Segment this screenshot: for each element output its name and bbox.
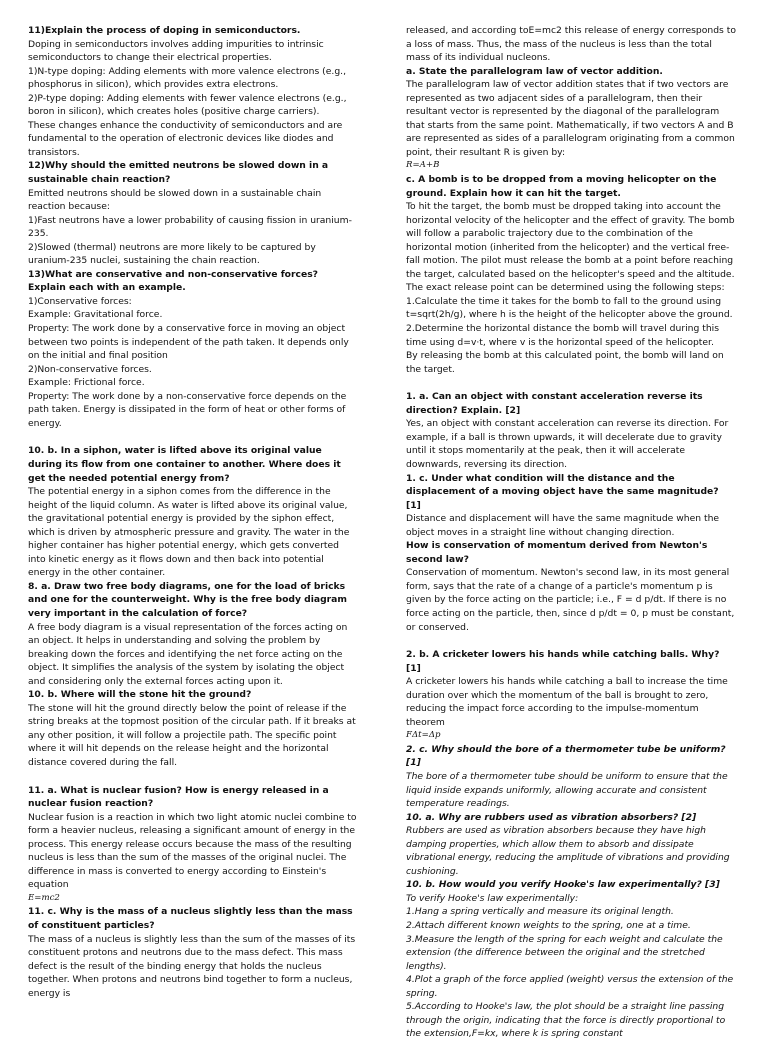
paragraph: The parallelogram law of vector addition states that if two vectors are represented as two adjacent sides of a parallelogram, then their resultant vector is represented by the diagonal of the parallelogram that starts from the same point. Mathematically, if two vectors A and B are represented as sides of a parallelogram originating from a common point, their resultant R is given by:	[406, 79, 735, 158]
equation: FΔt=Δp	[406, 730, 441, 741]
paragraph: The mass of a nucleus is slightly less than the sum of the masses of its constituent protons and neutrons due to the mass defect. This mass defect is the result of the binding energy that holds the nucleus together. When protons and neutrons bind together to form a nucleus, energy is	[28, 933, 356, 999]
paragraph: Property: The work done by a conservative force in moving an object between two points is independent of the path taken. It depends only on the initial and final position	[28, 323, 349, 362]
paragraph: 2.Determine the horizontal distance the bomb will travel during this time using d=v·t, where v is the horizontal speed of the helicopter.	[406, 323, 719, 348]
paragraph: 2)Slowed (thermal) neutrons are more likely to be captured by uranium-235 nuclei, sustaining the chain reaction.	[28, 241, 316, 267]
paragraph: 2)Non-conservative forces.	[28, 363, 152, 375]
paragraph: The potential energy in a siphon comes from the difference in the height of the liquid column. As water is lifted above its original value, the gravitational potential energy is provided by the siphon effect, which is driven by atmospheric pressure and gravity. The water in the higher container has higher potential energy, which gets converted into kinetic energy as it flows down and then back into potential energy in the other container.	[28, 486, 350, 579]
paragraph: 1)Conservative forces:	[28, 295, 132, 307]
paragraph: 1)Fast neutrons have a lower probability of causing fission in uranium-235.	[28, 214, 352, 240]
question-heading: How is conservation of momentum derived from Newton's second law?	[406, 540, 708, 565]
paragraph: 2)P-type doping: Adding elements with fewer valence electrons (e.g., boron in silicon), which creates holes (positive charge carriers).	[28, 92, 347, 118]
question-heading: 8. a. Draw two free body diagrams, one for the load of bricks and one for the counterweight. Why is the free body diagram very important in the calculation of force?	[28, 580, 347, 619]
question-heading: 2. c. Why should the bore of a thermometer tube be uniform? [1]	[406, 743, 726, 769]
paragraph: Nuclear fusion is a reaction in which two light atomic nuclei combine to form a heavier nucleus, releasing a significant amount of energy in the process. This energy release occurs because the mass of the resulting nucleus is less than the sum of the masses of the original nuclei. The difference in mass is converted to energy according to Einstein's equation	[28, 811, 357, 891]
paragraph: To hit the target, the bomb must be dropped taking into account the horizontal velocity of the helicopter and the effect of gravity. The bomb will follow a parabolic trajectory due to the combination of the horizontal motion (inherited from the helicopter) and the vertical free-fall motion. The pilot must release the bomb at a point before reaching the target, calculated based on the helicopter's speed and the altitude. The exact release point can be determined using the following steps:	[406, 201, 735, 294]
left-column	[28, 24, 358, 1000]
paragraph: The stone will hit the ground directly below the point of release if the string breaks at the topmost position of the circular path. If it breaks at any other position, it will follow a projectile path. The specific point where it will hit depends on the release height and the horizontal distance covered during the fall.	[28, 702, 356, 768]
paragraph: Example: Gravitational force.	[28, 309, 163, 321]
question-heading: 10. b. In a siphon, water is lifted above its original value during its flow from one container to another. Where does it get the needed potential energy from?	[28, 445, 341, 484]
paragraph: Emitted neutrons should be slowed down in a sustainable chain reaction because:	[28, 187, 322, 213]
question-heading: a. State the parallelogram law of vector addition.	[406, 65, 663, 77]
paragraph: released, and according toE=mc2 this release of energy corresponds to a loss of mass. Thus, the mass of the nucleus is less than the total mass of its individual nucleons.	[406, 25, 736, 64]
paragraph: Example: Frictional force.	[28, 377, 145, 389]
question-heading: 1. a. Can an object with constant acceleration reverse its direction? Explain. [2]	[406, 391, 703, 416]
question-heading: 11. a. What is nuclear fusion? How is energy released in a nuclear fusion reaction?	[28, 784, 329, 810]
question-heading: 10. b. How would you verify Hooke's law experimentally? [3]	[406, 879, 720, 891]
paragraph: Rubbers are used as vibration absorbers because they have high damping properties, which allow them to absorb and dissipate vibrational energy, reducing the amplitude of vibrations and providing cushioning.	[406, 825, 730, 877]
paragraph: 1)N-type doping: Adding elements with more valence electrons (e.g., phosphorus in silicon), which provides extra electrons.	[28, 65, 346, 91]
question-heading: 1. c. Under what condition will the distance and the displacement of a moving object have the same magnitude? [1]	[406, 472, 719, 511]
spacer	[406, 634, 736, 648]
paragraph: Conservation of momentum. Newton's second law, in its most general form, says that the rate of a change of a particle's momentum p is given by the force acting on the particle; i.e., F = d p/dt. If there is no force acting on the particle, then, since d p/dt = 0, p must be constant, or conserved.	[406, 567, 735, 633]
equation: E=mc2	[28, 892, 60, 903]
right-column	[406, 24, 736, 1041]
spacer	[28, 770, 358, 784]
question-heading: 11. c. Why is the mass of a nucleus slightly less than the mass of constituent particles?	[28, 906, 353, 931]
paragraph: 1.Calculate the time it takes for the bomb to fall to the ground using t=sqrt(2h/g), where h is the height of the helicopter above the ground.	[406, 295, 733, 321]
paragraph: Property: The work done by a non-conservative force depends on the path taken. Energy is dissipated in the form of heat or other forms of energy.	[28, 390, 347, 429]
paragraph: Doping in semiconductors involves adding impurities to intrinsic semiconductors to change their electrical properties.	[28, 38, 324, 64]
question-heading: 11)Explain the process of doping in semiconductors.	[28, 25, 301, 36]
paragraph: These changes enhance the conductivity of semiconductors and are fundamental to the operation of electronic devices like diodes and transistors.	[28, 119, 343, 158]
question-heading: c. A bomb is to be dropped from a moving helicopter on the ground. Explain how it can hit the target.	[406, 174, 717, 199]
equation: R=A+B	[406, 160, 440, 171]
paragraph: 3.Measure the length of the spring for each weight and calculate the extension (the difference between the original and the stretched lengths).	[406, 933, 723, 972]
question-heading: 10. b. Where will the stone hit the ground?	[28, 689, 252, 701]
paragraph: 2.Attach different known weights to the spring, one at a time.	[406, 920, 691, 931]
paragraph: Distance and displacement will have the same magnitude when the object moves in a straight line without changing direction.	[406, 513, 720, 538]
paragraph: To verify Hooke's law experimentally:	[406, 892, 579, 904]
question-heading: 10. a. Why are rubbers used as vibration absorbers? [2]	[406, 811, 697, 823]
question-heading: 13)What are conservative and non-conservative forces? Explain each with an example.	[28, 268, 319, 294]
paragraph: 1.Hang a spring vertically and measure its original length.	[406, 906, 674, 918]
paragraph: A free body diagram is a visual representation of the forces acting on an object. It helps in understanding and solving the problem by breaking down the forces and identifying the net force acting on the object. It simplifies the analysis of the system by isolating the object and considering only the external forces acting upon it.	[28, 621, 348, 687]
paragraph: A cricketer lowers his hands while catching a ball to increase the time duration over which the momentum of the ball is brought to zero, reducing the impact force according to the impulse-momentum theorem	[406, 676, 728, 728]
paragraph: 4.Plot a graph of the force applied (weight) versus the extension of the spring.	[406, 974, 734, 999]
paragraph: By releasing the bomb at this calculated point, the bomb will land on the target.	[406, 350, 724, 375]
paragraph: Yes, an object with constant acceleration can reverse its direction. For example, if a ball is thrown upwards, it will decelerate due to gravity until it stops momentarily at the peak, then it will accelerate downwards, reversing its direction.	[406, 418, 729, 470]
question-heading: 2. b. A cricketer lowers his hands while catching balls. Why? [1]	[406, 649, 720, 674]
paragraph: The bore of a thermometer tube should be uniform to ensure that the liquid inside expands uniformly, allowing accurate and consistent temperature readings.	[406, 770, 728, 810]
spacer	[406, 376, 736, 390]
paragraph: 5.According to Hooke's law, the plot should be a straight line passing through the origin, indicating that the force is directly proportional to the extension,F=kx, where k is spring constant	[406, 1001, 726, 1040]
spacer	[28, 430, 358, 444]
question-heading: 12)Why should the emitted neutrons be slowed down in a sustainable chain reaction?	[28, 160, 329, 186]
